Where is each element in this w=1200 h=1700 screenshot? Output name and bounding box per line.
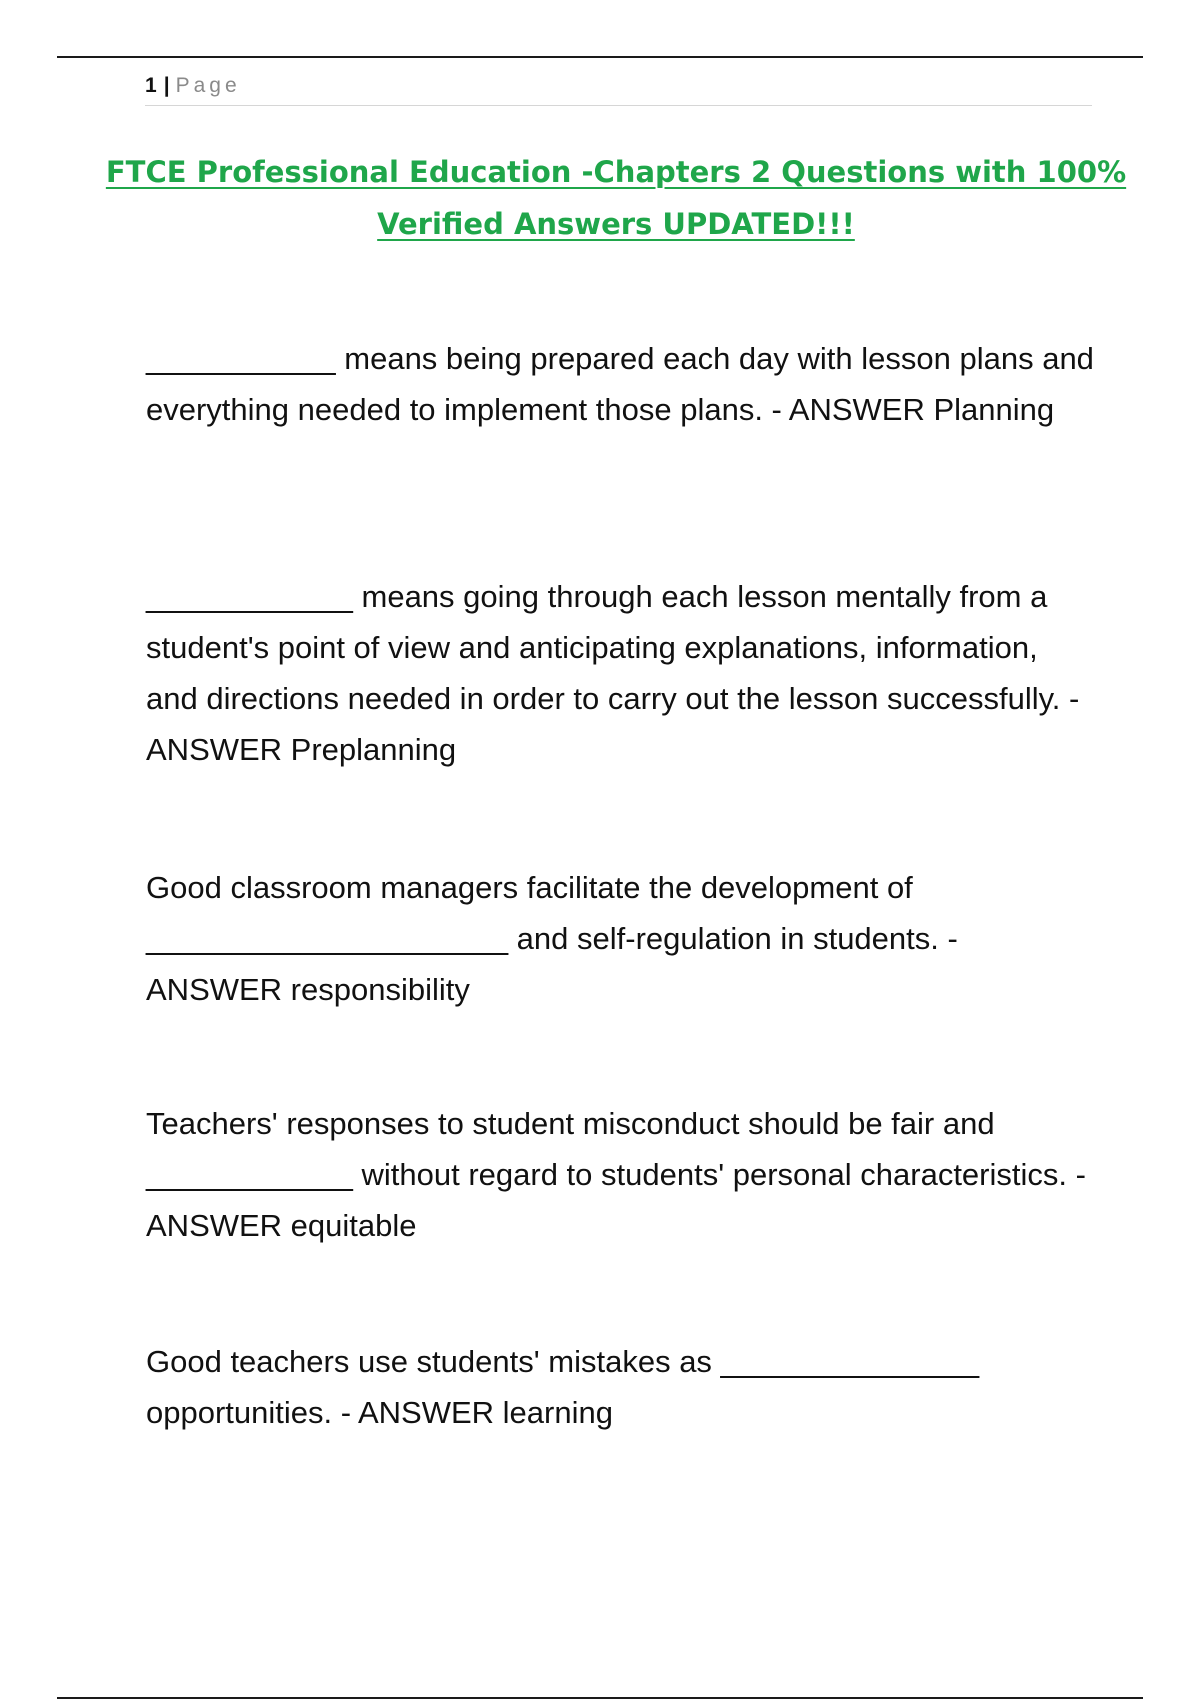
top-border-line [57, 56, 1143, 58]
document-title: FTCE Professional Education -Chapters 2 Questions with 100% Verified Answers UPDATED!!! [105, 155, 1127, 241]
question-item-2: ____________ means going through each lesson mentally from a student's point of view and anticipating explanations, information, and directions needed in order to carry out the lesson successfully. - ANSWER Preplanning [146, 579, 1080, 767]
page-separator: | [163, 74, 170, 97]
question-item-3: Good classroom managers facilitate the development of _____________________ and self-regulation in students. - ANSWER responsibility [146, 870, 958, 1007]
question-item-5: Good teachers use students' mistakes as _______________ opportunities. - ANSWER learning [146, 1344, 980, 1430]
question-item-1: ___________ means being prepared each day with lesson plans and everything needed to implement those plans. - ANSWER Planning [146, 341, 1094, 427]
page-header [145, 74, 1092, 106]
page-label: Page [175, 74, 241, 97]
bottom-border-line [57, 1697, 1143, 1699]
question-item-4: Teachers' responses to student misconduct should be fair and ____________ without regard to students' personal characteristics. - ANSWER equitable [146, 1106, 1086, 1243]
page-number: 1 [145, 74, 157, 97]
